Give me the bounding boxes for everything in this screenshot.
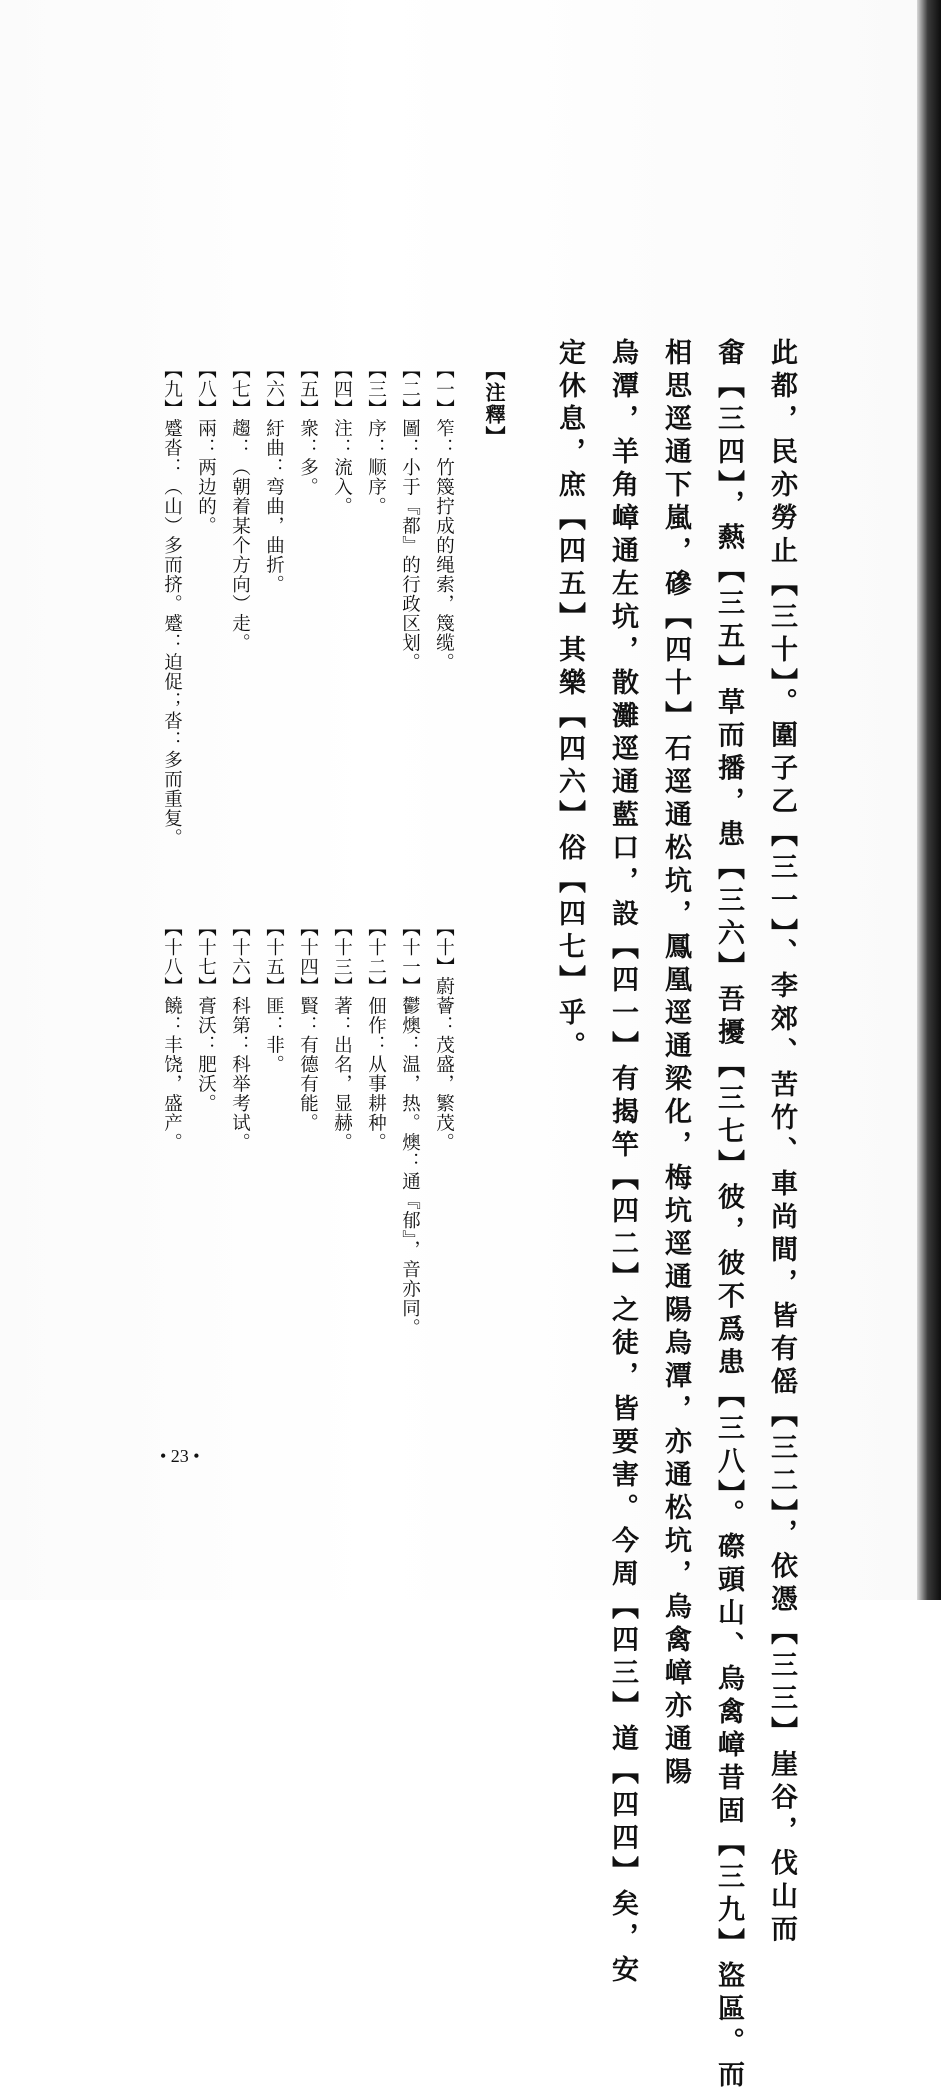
book-spine-shadow xyxy=(917,0,941,1600)
note-item-18: 【十八】饒：丰饶，盛产。 xyxy=(161,918,183,1152)
note-item-5: 【五】衆：多。 xyxy=(297,360,319,497)
note-item-10: 【十】蔚薈：茂盛，繁茂。 xyxy=(433,918,455,1152)
main-text-column-1: 此都，民亦勞止【三十】。圍子乙【三一】、李郊、苦竹、車尚間，皆有傜【三二】，依憑【三三】崖谷，伐山而 xyxy=(766,338,797,1948)
note-item-8: 【八】兩：两边的。 xyxy=(195,360,217,536)
note-item-16: 【十六】科第：科举考试。 xyxy=(229,918,251,1152)
note-item-15: 【十五】匪：非。 xyxy=(263,918,285,1074)
note-item-11: 【十一】鬱燠：温，热。燠：通『郁』，音亦同。 xyxy=(399,918,421,1338)
note-item-9: 【九】蹙沓：（山）多而挤。蹙：迫促；沓：多而重复。 xyxy=(161,360,183,848)
main-text-column-3: 相思逕通下嵐，磣【四十】石逕通松坑，鳳凰逕通梁化，梅坑逕通陽烏潭，亦通松坑，烏禽嶂亦通陽 xyxy=(660,338,691,1790)
note-item-17: 【十七】膏沃：肥沃。 xyxy=(195,918,217,1113)
note-item-12: 【十二】佃作：从事耕种。 xyxy=(365,918,387,1152)
note-item-13: 【十三】著：出名，显赫。 xyxy=(331,918,353,1152)
note-item-3: 【三】序：顺序。 xyxy=(365,360,387,516)
page-number: • 23 • xyxy=(160,1446,200,1466)
main-text-column-5: 定休息，庶【四五】其樂【四六】俗【四七】乎。 xyxy=(554,338,585,1064)
main-text-column-4: 烏潭，羊角嶂通左坑，散灘逕通藍口，設【四一】有揭竿【四二】之徒，皆要害。今周【四三】道【四四】矣，安 xyxy=(607,338,638,1988)
note-item-1: 【一】笮：竹篾拧成的绳索，篾缆。 xyxy=(433,360,455,672)
note-item-14: 【十四】賢：有德有能。 xyxy=(297,918,319,1133)
note-item-2: 【二】圖：小于『都』的行政区划。 xyxy=(399,360,421,672)
main-text-column-2: 畬【三四】，爇【三五】草而播，患【三六】吾擾【三七】彼，彼不爲患【三八】。磜頭山、烏禽嶂昔固【三九】盜區。而 xyxy=(713,338,744,2093)
note-item-7: 【七】趨：（朝着某个方向）走。 xyxy=(229,360,251,653)
note-item-4: 【四】注：流入。 xyxy=(331,360,353,516)
note-item-6: 【六】紆曲：弯曲，曲折。 xyxy=(263,360,285,594)
notes-heading: 【注釋】 xyxy=(482,360,506,448)
